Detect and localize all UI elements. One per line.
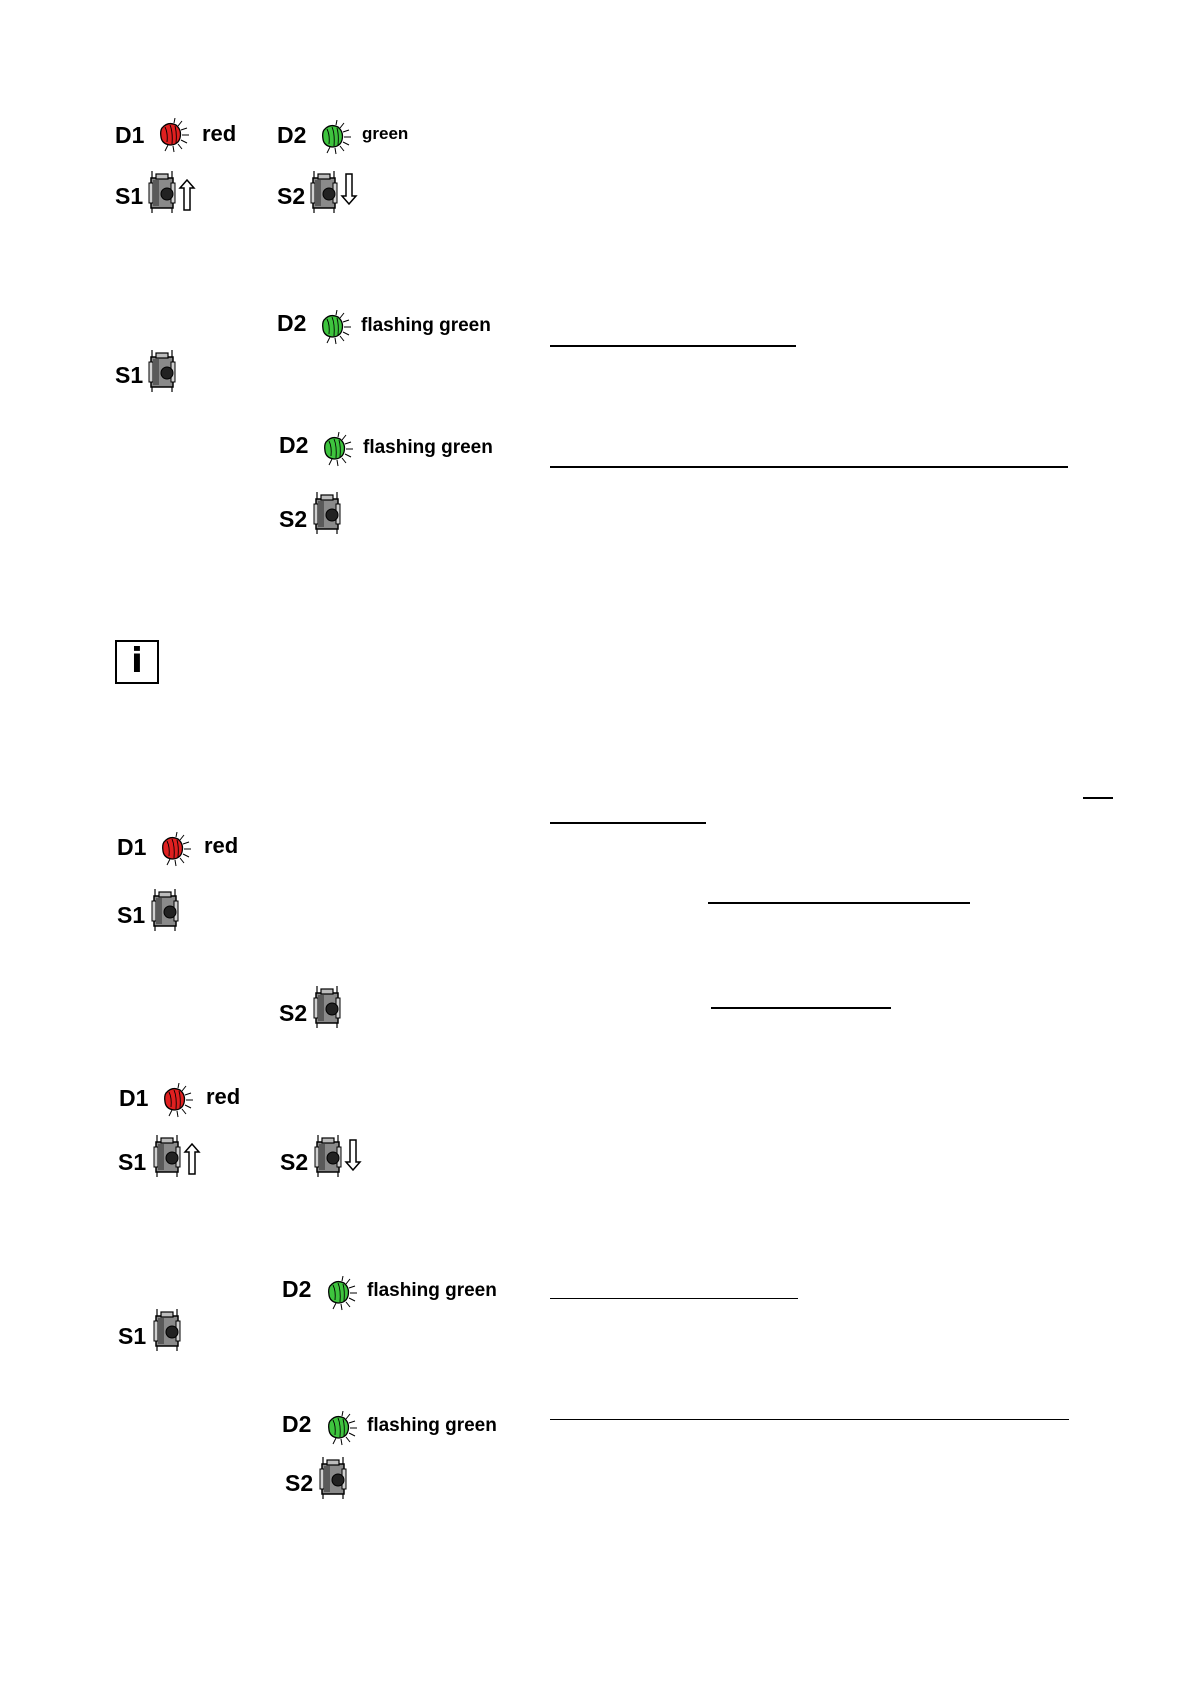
push-button-icon <box>313 986 347 1030</box>
d1-label: D1 <box>119 1085 149 1111</box>
s1-label: S1 <box>115 183 144 209</box>
blank-line <box>711 1007 891 1009</box>
d2-label: D2 <box>277 122 307 148</box>
green-led-icon <box>318 120 354 156</box>
push-button-icon <box>319 1457 353 1501</box>
red-led-icon <box>158 832 194 868</box>
d2-label: D2 <box>279 432 309 458</box>
s1-label: S1 <box>118 1149 147 1175</box>
blank-line <box>708 902 970 904</box>
green-led-icon <box>324 1276 360 1312</box>
blank-line <box>550 466 1068 468</box>
green-led-icon <box>318 310 354 346</box>
push-button-down-arrow-icon <box>314 1135 364 1179</box>
push-button-down-arrow-icon <box>310 171 360 215</box>
d2-caption: flashing green <box>363 437 493 458</box>
blank-line <box>1083 797 1113 799</box>
d2-label: D2 <box>277 310 307 336</box>
blank-line <box>550 345 796 347</box>
d2-caption: green <box>362 124 409 143</box>
push-button-icon <box>313 492 347 536</box>
blank-line <box>550 822 706 824</box>
d2-caption: flashing green <box>367 1415 497 1436</box>
d2-label: D2 <box>282 1411 312 1437</box>
green-led-icon <box>324 1411 360 1447</box>
s1-label: S1 <box>118 1323 147 1349</box>
push-button-up-arrow-icon <box>153 1135 203 1179</box>
push-button-up-arrow-icon <box>148 171 198 215</box>
red-led-icon <box>156 118 192 154</box>
d1-caption: red <box>204 833 239 858</box>
d1-label: D1 <box>117 834 147 860</box>
blank-line <box>550 1298 798 1299</box>
push-button-icon <box>153 1309 187 1353</box>
d1-caption: red <box>202 121 237 146</box>
s2-label: S2 <box>280 1149 309 1175</box>
d2-caption: flashing green <box>367 1280 497 1301</box>
s1-label: S1 <box>115 362 144 388</box>
push-button-icon <box>151 889 185 933</box>
s2-label: S2 <box>277 183 306 209</box>
s2-label: S2 <box>279 506 308 532</box>
push-button-icon <box>148 350 182 394</box>
s2-label: S2 <box>285 1470 314 1496</box>
s1-label: S1 <box>117 902 146 928</box>
info-icon: i <box>115 640 159 684</box>
d2-caption: flashing green <box>361 315 491 336</box>
s2-label: S2 <box>279 1000 308 1026</box>
red-led-icon <box>160 1083 196 1119</box>
d1-label: D1 <box>115 122 145 148</box>
d1-caption: red <box>206 1084 241 1109</box>
green-led-icon <box>320 432 356 468</box>
d2-label: D2 <box>282 1276 312 1302</box>
blank-line <box>550 1419 1069 1420</box>
